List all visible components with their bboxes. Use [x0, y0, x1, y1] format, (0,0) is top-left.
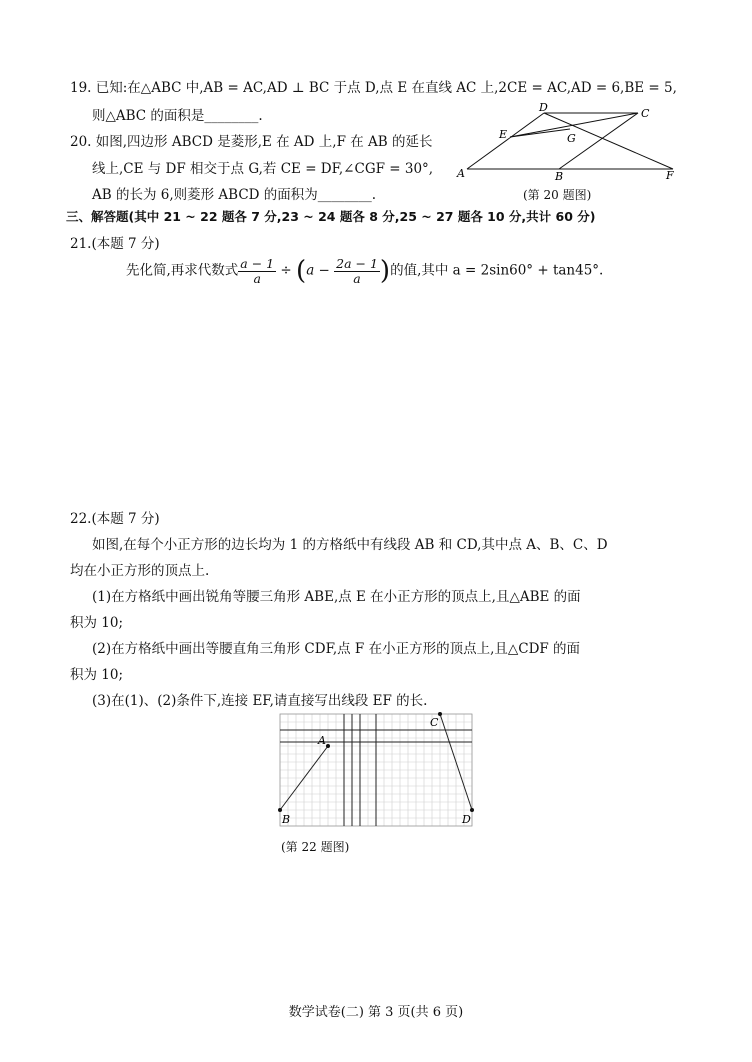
q21-frac2-num: 2a − 1 — [336, 255, 378, 271]
q20-line1: 20. 如图,四边形 ABCD 是菱形,E 在 AD 上,F 在 AB 的延长 — [70, 134, 433, 150]
point-b — [278, 808, 282, 812]
q19-line2: 则△ABC 的面积是________. — [92, 108, 263, 124]
segment-df — [544, 113, 673, 169]
q22-part1-line1: (1)在方格纸中画出锐角等腰三角形 ABE,点 E 在小正方形的顶点上,且△ABE 的面 — [92, 589, 581, 605]
label-g: G — [567, 132, 576, 145]
q20-line3: AB 的长为 6,则菱形 ABCD 的面积为________. — [92, 187, 377, 203]
label-e: E — [499, 128, 508, 141]
q21-suffix: 的值,其中 a = 2sin60° + tan45°. — [390, 262, 604, 279]
q22-part1-line2: 积为 10; — [70, 615, 124, 631]
q21-frac1-den: a — [253, 270, 261, 286]
q21-left-paren: ( — [296, 256, 307, 286]
q22-grid-figure — [272, 710, 482, 828]
grid-label-a: A — [318, 734, 326, 747]
q22-intro-line1: 如图,在每个小正方形的边长均为 1 的方格纸中有线段 AB 和 CD,其中点 A、B、C、D — [92, 537, 608, 553]
section-3-heading: 三、解答题(其中 21 ~ 22 题各 7 分,23 ~ 24 题各 8 分,25 ~ 27 题各 10 分,共计 60 分) — [66, 209, 596, 224]
segment-eg — [510, 129, 570, 137]
q22-caption: (第 22 题图) — [281, 840, 350, 854]
grid-label-b: B — [282, 813, 291, 826]
q22-heading: 22.(本题 7 分) — [70, 511, 160, 527]
q22-part2-line2: 积为 10; — [70, 667, 124, 683]
page-footer: 数学试卷(二) 第 3 页(共 6 页) — [288, 1005, 464, 1020]
label-f: F — [666, 169, 674, 182]
q21-frac1-num: a − 1 — [240, 255, 275, 271]
q21-expression — [126, 256, 603, 286]
segment-ad — [467, 113, 544, 169]
label-c: C — [641, 107, 650, 120]
q22-intro-line2: 均在小正方形的顶点上. — [70, 563, 210, 579]
label-d: D — [539, 101, 548, 114]
q21-inner-a: a − — [306, 262, 330, 279]
q21-right-paren: ) — [379, 256, 391, 286]
point-c — [438, 712, 442, 716]
q21-prefix: 先化简,再求代数式 — [126, 262, 239, 279]
q21-fraction-2 — [334, 257, 380, 286]
q19-line1: 19. 已知:在△ABC 中,AB = AC,AD ⊥ BC 于点 D,点 E 在直线 AC 上,2CE = AC,AD = 6,BE = 5, — [70, 80, 677, 96]
q20-line2: 线上,CE 与 DF 相交于点 G,若 CE = DF,∠CGF = 30°, — [92, 161, 434, 177]
grid-label-d: D — [462, 813, 471, 826]
grid-label-c: C — [430, 716, 439, 729]
q20-figure — [455, 100, 685, 182]
q21-div-op: ÷ — [280, 262, 292, 279]
point-d — [470, 808, 474, 812]
point-a — [326, 744, 330, 748]
label-b: B — [555, 170, 564, 182]
q21-heading: 21.(本题 7 分) — [70, 236, 160, 252]
q22-part3: (3)在(1)、(2)条件下,连接 EF,请直接写出线段 EF 的长. — [92, 693, 428, 709]
q21-fraction-1 — [238, 257, 276, 286]
q21-frac2-den: a — [353, 270, 361, 286]
q20-caption: (第 20 题图) — [523, 188, 592, 202]
q22-part2-line1: (2)在方格纸中画出等腰直角三角形 CDF,点 F 在小正方形的顶点上,且△CDF 的面 — [92, 641, 581, 657]
label-a: A — [457, 167, 465, 180]
